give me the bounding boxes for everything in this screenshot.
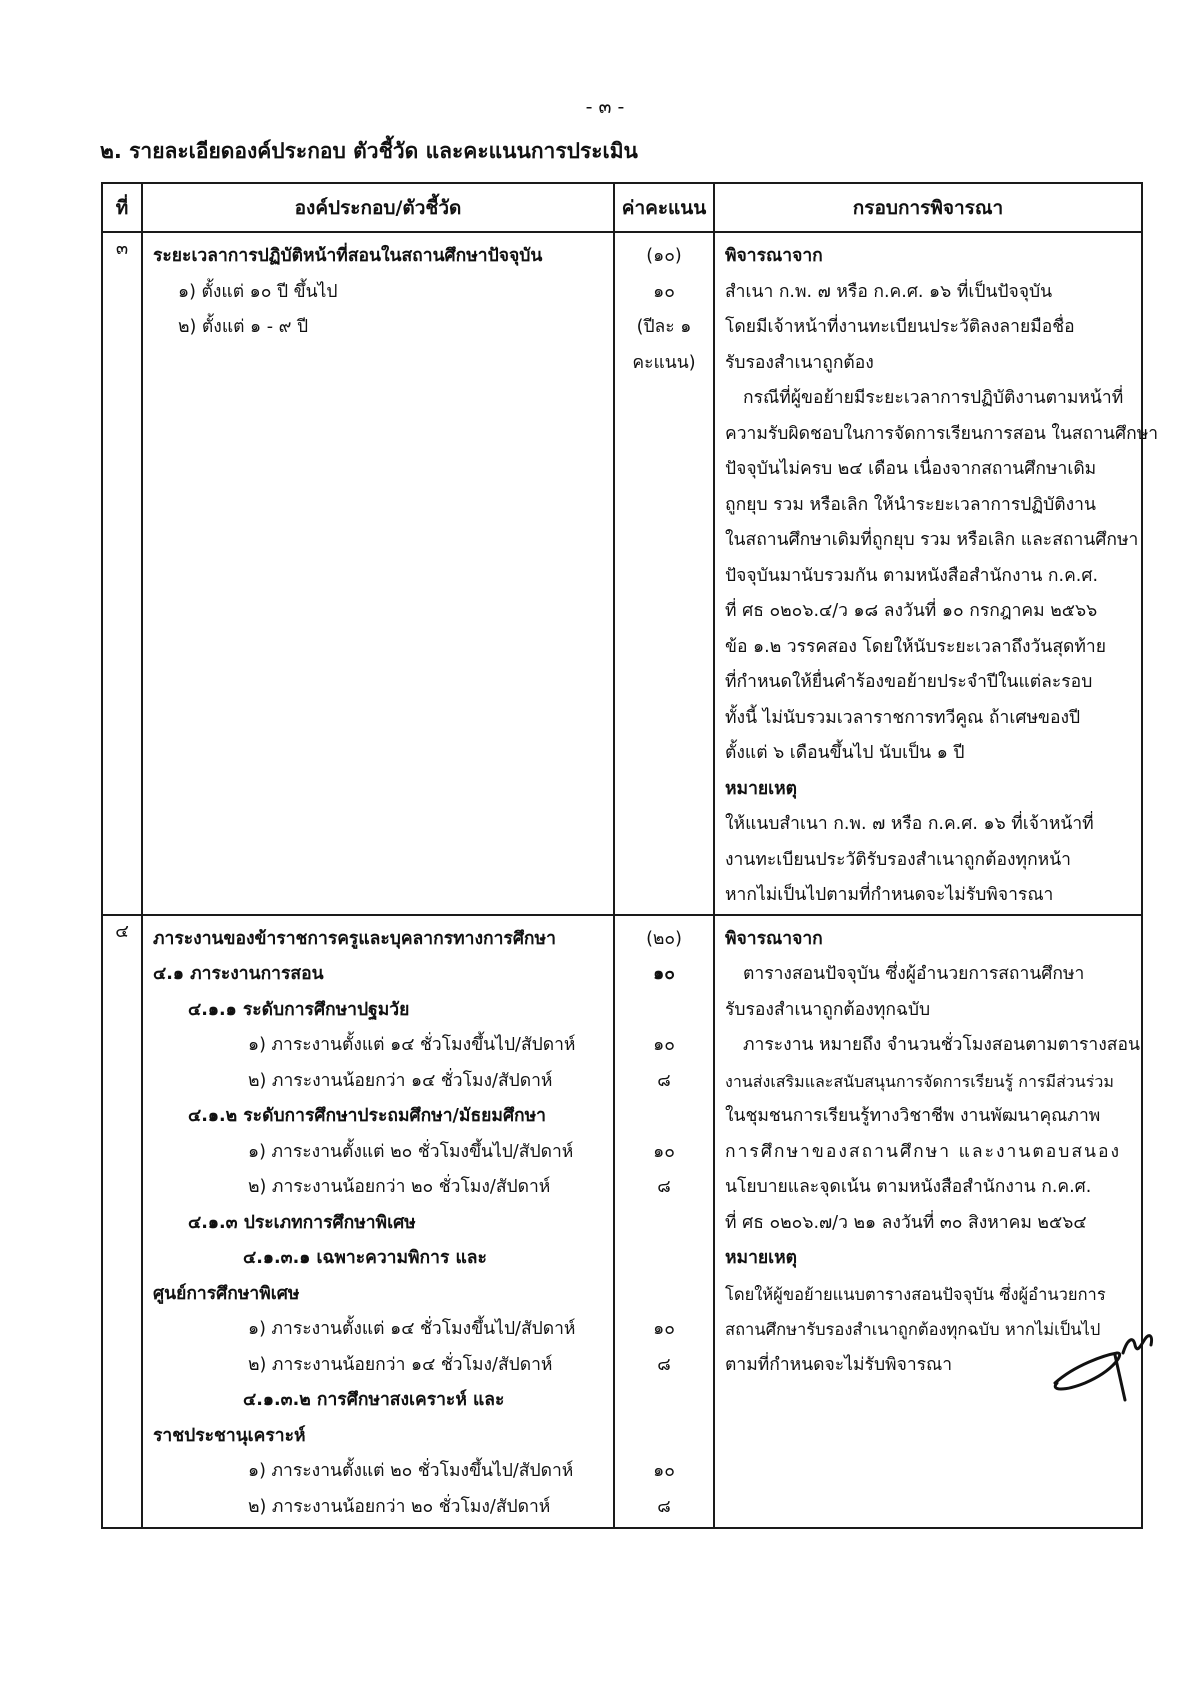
header-no: ที่ xyxy=(102,183,142,232)
item-cell xyxy=(142,915,614,1528)
table-row xyxy=(102,232,1142,915)
signature-icon xyxy=(1045,1325,1155,1405)
score-value: ๑๐ xyxy=(653,964,675,984)
score-cell xyxy=(614,232,714,915)
criteria-line: ตามที่กำหนดจะไม่รับพิจารณา xyxy=(725,1354,953,1375)
criteria-line: ในชุมชนการเรียนรู้ทางวิชาชีพ งานพัฒนาคุณภาพ xyxy=(725,1106,1101,1126)
score-value xyxy=(615,1206,713,1242)
indicator-option: ๑) ตั้งแต่ ๑๐ ปี ขึ้นไป xyxy=(178,281,338,302)
criteria-line: ที่ ศธ ๐๒๐๖.๔/ว ๑๘ ลงวันที่ ๑๐ กรกฎาคม ๒๕๖๖ xyxy=(725,601,1098,621)
score-value: ๘ xyxy=(657,1496,671,1517)
criteria-cell xyxy=(714,915,1142,1528)
header-score: ค่าคะแนน xyxy=(614,183,714,232)
score-value: ๑๐ xyxy=(653,1141,675,1162)
criteria-heading: พิจารณาจาก xyxy=(725,928,823,949)
score-value xyxy=(615,1099,713,1135)
criteria-line: รับรองสำเนาถูกต้อง xyxy=(725,352,874,373)
criteria-cell xyxy=(714,232,1159,915)
criteria-line: โดยมีเจ้าหน้าที่งานทะเบียนประวัติลงลายมือชื่อ xyxy=(725,317,1075,337)
criteria-line: ที่ ศธ ๐๒๐๖.๗/ว ๒๑ ลงวันที่ ๓๐ สิงหาคม ๒๕๖๔ xyxy=(725,1212,1087,1233)
indicator-level: ๔.๑.๓ ประเภทการศึกษาพิเศษ xyxy=(188,1212,416,1233)
score-value: คะแนน) xyxy=(632,352,696,373)
score-value xyxy=(615,1419,713,1455)
score-value: ๘ xyxy=(657,1354,671,1375)
indicator-sublevel-cont: ราชประชานุเคราะห์ xyxy=(153,1425,306,1446)
criteria-line: ถูกยุบ รวม หรือเลิก ให้นำระยะเวลาการปฏิบัติงาน xyxy=(725,494,1096,515)
indicator-sublevel: ๔.๑.๓.๑ เฉพาะความพิการ และ xyxy=(243,1248,487,1268)
indicator-option: ๒) ภาระงานน้อยกว่า ๑๔ ชั่วโมง/สัปดาห์ xyxy=(248,1070,553,1091)
criteria-line: ให้แนบสำเนา ก.พ. ๗ หรือ ก.ค.ศ. ๑๖ ที่เจ้าหน้าที่ xyxy=(725,814,1094,834)
indicator-sublevel-cont: ศูนย์การศึกษาพิเศษ xyxy=(153,1283,300,1304)
criteria-line: ความรับผิดชอบในการจัดการเรียนการสอน ในสถานศึกษา xyxy=(725,423,1159,444)
criteria-line: ปัจจุบันมานับรวมกัน ตามหนังสือสำนักงาน ก.ค.ศ. xyxy=(725,565,1099,586)
criteria-line: รับรองสำเนาถูกต้องทุกฉบับ xyxy=(725,999,931,1020)
criteria-line: นโยบายและจุดเน้น ตามหนังสือสำนักงาน ก.ค.ศ. xyxy=(725,1177,1092,1197)
indicator-option: ๒) ภาระงานน้อยกว่า ๒๐ ชั่วโมง/สัปดาห์ xyxy=(248,1496,551,1517)
table-row xyxy=(102,915,1142,1528)
indicator-option: ๑) ภาระงานตั้งแต่ ๒๐ ชั่วโมงขึ้นไป/สัปดาห์ xyxy=(248,1461,574,1481)
remark-heading: หมายเหตุ xyxy=(725,1248,798,1268)
score-value: ๑๐ xyxy=(653,1461,675,1481)
score-cell xyxy=(614,915,714,1528)
score-value: ๑๐ xyxy=(653,281,675,302)
criteria-line: ทั้งนี้ ไม่นับรวมเวลาราชการทวีคูณ ถ้าเศษของปี xyxy=(725,707,1081,728)
score-value: (๒๐) xyxy=(646,928,682,949)
criteria-line: โดยให้ผู้ขอย้ายแนบตารางสอนปัจจุบัน ซึ่งผู้อำนวยการ xyxy=(725,1284,1106,1304)
page-number: - ๓ - xyxy=(585,96,625,118)
criteria-heading: พิจารณาจาก xyxy=(725,246,823,266)
section-title: ๒. รายละเอียดองค์ประกอบ ตัวชี้วัด และคะแนนการประเมิน xyxy=(100,139,638,163)
indicator-title: ระยะเวลาการปฏิบัติหน้าที่สอนในสถานศึกษาปัจจุบัน xyxy=(153,246,543,266)
criteria-line: ภาระงาน หมายถึง จำนวนชั่วโมงสอนตามตารางสอน xyxy=(743,1035,1140,1055)
score-value xyxy=(615,1383,713,1419)
indicator-title: ภาระงานของข้าราชการครูและบุคลากรทางการศึกษา xyxy=(153,928,556,949)
criteria-line: สำเนา ก.พ. ๗ หรือ ก.ค.ศ. ๑๖ ที่เป็นปัจจุบัน xyxy=(725,281,1053,302)
indicator-subtitle: ๔.๑ ภาระงานการสอน xyxy=(153,964,324,984)
score-value xyxy=(615,993,713,1029)
row-number: ๓ xyxy=(102,232,142,915)
criteria-line: ข้อ ๑.๒ วรรคสอง โดยให้นับระยะเวลาถึงวันสุดท้าย xyxy=(725,636,1107,657)
criteria-line: งานทะเบียนประวัติรับรองสำเนาถูกต้องทุกหน้า xyxy=(725,849,1071,870)
header-item: องค์ประกอบ/ตัวชี้วัด xyxy=(142,183,614,232)
remark-heading: หมายเหตุ xyxy=(725,778,798,799)
score-value: ๘ xyxy=(657,1070,671,1091)
criteria-line: หากไม่เป็นไปตามที่กำหนดจะไม่รับพิจารณา xyxy=(725,885,1054,905)
score-value: (๑๐) xyxy=(646,246,682,266)
criteria-line: กรณีที่ผู้ขอย้ายมีระยะเวลาการปฏิบัติงานตามหน้าที่ xyxy=(743,388,1124,408)
criteria-line: สถานศึกษารับรองสำเนาถูกต้องทุกฉบับ หากไม่เป็นไป xyxy=(725,1320,1101,1339)
score-value: ๑๐ xyxy=(653,1035,675,1055)
criteria-line: งานส่งเสริมและสนับสนุนการจัดการเรียนรู้ การมีส่วนร่วม xyxy=(725,1071,1114,1091)
score-value xyxy=(615,1241,713,1277)
indicator-option: ๑) ภาระงานตั้งแต่ ๑๔ ชั่วโมงขึ้นไป/สัปดาห์ xyxy=(248,1319,576,1339)
evaluation-table xyxy=(101,182,1159,1529)
criteria-line: ปัจจุบันไม่ครบ ๒๔ เดือน เนื่องจากสถานศึกษาเดิม xyxy=(725,459,1097,479)
item-cell xyxy=(142,232,614,915)
indicator-option: ๒) ภาระงานน้อยกว่า ๑๔ ชั่วโมง/สัปดาห์ xyxy=(248,1354,553,1375)
indicator-level: ๔.๑.๑ ระดับการศึกษาปฐมวัย xyxy=(188,999,410,1020)
criteria-line: ในสถานศึกษาเดิมที่ถูกยุบ รวม หรือเลิก และสถานศึกษา xyxy=(725,530,1139,550)
row-number: ๔ xyxy=(102,915,142,1528)
table-header-row xyxy=(102,183,1142,232)
indicator-option: ๒) ภาระงานน้อยกว่า ๒๐ ชั่วโมง/สัปดาห์ xyxy=(248,1177,551,1197)
criteria-line: ตั้งแต่ ๖ เดือนขึ้นไป นับเป็น ๑ ปี xyxy=(725,743,965,763)
criteria-line: การศึกษาของสถานศึกษา และงานตอบสนอง xyxy=(725,1141,1122,1162)
criteria-line: ตารางสอนปัจจุบัน ซึ่งผู้อำนวยการสถานศึกษา xyxy=(743,964,1085,984)
header-criteria: กรอบการพิจารณา xyxy=(714,183,1142,232)
indicator-option: ๑) ภาระงานตั้งแต่ ๑๔ ชั่วโมงขึ้นไป/สัปดาห์ xyxy=(248,1035,576,1055)
criteria-line: ที่กำหนดให้ยื่นคำร้องขอย้ายประจำปีในแต่ละรอบ xyxy=(725,672,1093,692)
score-value: ๘ xyxy=(657,1177,671,1197)
score-value xyxy=(615,1277,713,1313)
indicator-level: ๔.๑.๒ ระดับการศึกษาประถมศึกษา/มัธยมศึกษา xyxy=(188,1106,547,1126)
score-value: ๑๐ xyxy=(653,1319,675,1339)
indicator-option: ๒) ตั้งแต่ ๑ - ๙ ปี xyxy=(178,317,309,337)
indicator-sublevel: ๔.๑.๓.๒ การศึกษาสงเคราะห์ และ xyxy=(243,1390,505,1410)
score-value: (ปีละ ๑ xyxy=(636,317,692,337)
indicator-option: ๑) ภาระงานตั้งแต่ ๒๐ ชั่วโมงขึ้นไป/สัปดาห์ xyxy=(248,1141,574,1162)
